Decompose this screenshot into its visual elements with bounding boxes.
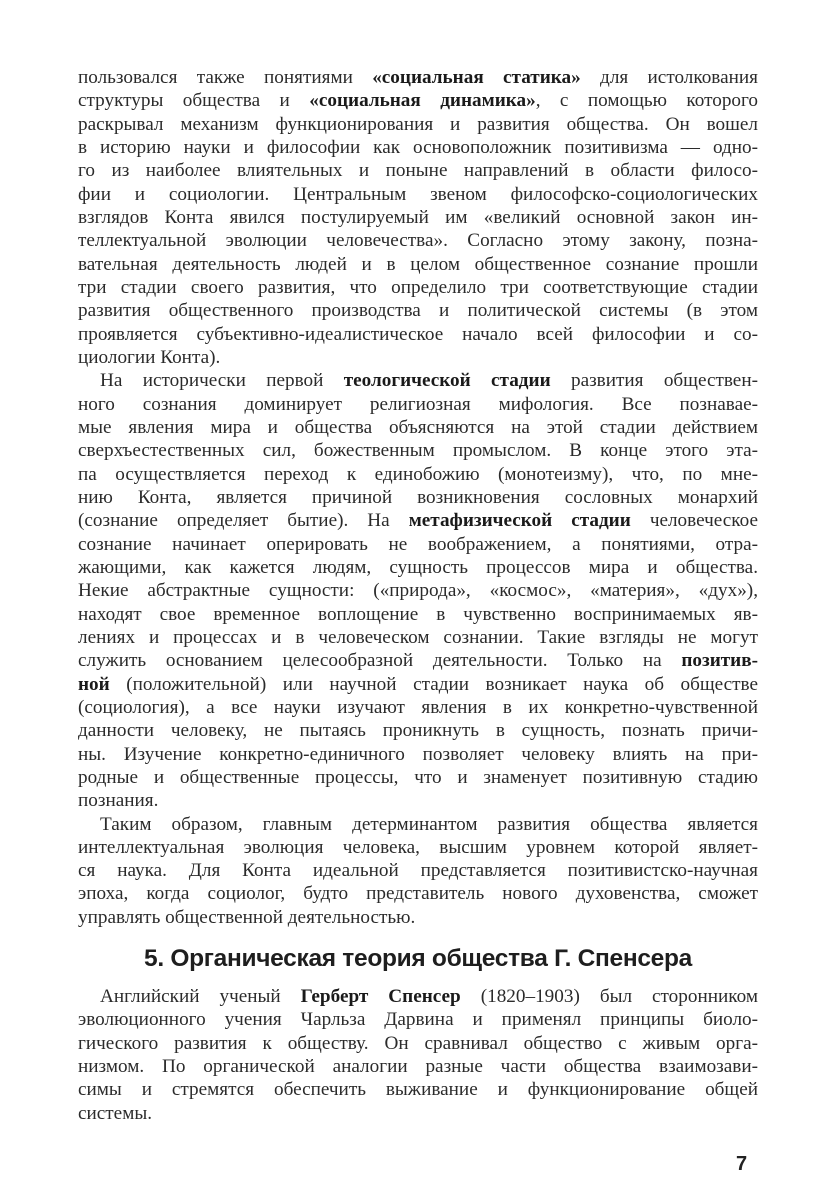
text-line [78,276,758,299]
text-line [78,556,758,579]
text-line [78,1008,758,1031]
section-heading: 5. Органическая теория общества Г. Спенсера [144,945,692,972]
text-line [78,113,758,136]
text-run: жающими, как кажется людям, сущность процессов мира и общества. [78,556,758,578]
text-run: низмом. По органической аналогии разные части общества взаимозави- [78,1055,758,1077]
text-run: ся наука. Для Конта идеальной представляется позитивистско-научная [78,860,758,882]
text-run: эволюционного учения Чарльза Дарвина и применял принципы биоло- [78,1009,758,1031]
text-run: теллектуальной эволюции человечества». Согласно этому закону, позна- [78,230,758,252]
text-line [78,136,758,159]
text-run: управлять общественной деятельностью. [78,906,416,928]
text-line [78,766,758,789]
text-line [78,66,758,89]
page-number: 7 [736,1153,748,1175]
text-line [78,439,758,462]
text-line [78,416,758,439]
bold-term: позитив- [681,650,758,672]
text-line [78,486,758,509]
paragraph [78,66,758,369]
text-run: интеллектуальная эволюция человека, высшим уровнем которой являет- [78,836,758,858]
text-run: проявляется субъективно-идеалистическое начало всей философии и со- [78,323,758,345]
text-run: эпоха, когда социолог, будто представитель нового духовенства, сможет [78,883,758,905]
text-run: взглядов Конта явился постулируемый им «великий основной закон ин- [78,206,758,228]
text-run: пользовался также понятиями [78,67,373,88]
bold-term: Герберт Спенсер [300,986,461,1007]
text-run: (1820–1903) был сторонником [460,986,758,1007]
text-line [78,579,758,602]
text-run: нию Конта, является причиной возникновения сословных монархий [78,486,758,508]
text-run: гического развития к обществу. Он сравнивал общество с живым орга- [78,1032,758,1054]
bold-term: «социальная динамика» [309,90,536,112]
text-line [78,206,758,229]
text-line [78,603,758,626]
text-run: развития общественного производства и политической системы (в этом [78,300,758,322]
text-line [78,626,758,649]
text-line [78,253,758,276]
text-line [78,533,758,556]
text-run: На исторически первой [100,370,344,392]
text-line [78,159,758,182]
text-line [78,1078,758,1101]
text-run: сознание начинает оперировать не воображением, а понятиями, отра- [78,533,758,555]
bold-term: ной [78,673,110,695]
text-run: для истолкования [580,67,758,88]
text-line [78,89,758,112]
text-run: Некие абстрактные сущности: («природа», «космос», «материя», «дух»), [78,580,758,602]
text-block-spencer [78,985,758,1125]
text-run: три стадии своего развития, что определило три соответствующие стадии [78,276,758,298]
text-line [78,696,758,719]
text-line [78,859,758,882]
text-line [78,1102,758,1125]
text-line [78,906,758,929]
text-run: развития обществен- [550,370,758,392]
text-run: Таким образом, главным детерминантом развития общества является [100,813,758,835]
paragraph [78,985,758,1125]
text-run: , с помощью которого [535,90,758,112]
text-run: (положительной) или научной стадии возникает наука об обществе [109,673,758,695]
text-line [78,1055,758,1078]
text-line [78,463,758,486]
text-line [78,299,758,322]
text-line [78,719,758,742]
text-run: лениях и процессах и в человеческом сознании. Такие взгляды не могут [78,626,758,648]
text-run: раскрывал механизм функционирования и развития общества. Он вошел [78,113,758,135]
text-run: находят свое временное воплощение в чувственно воспринимаемых яв- [78,603,758,625]
text-run: служить основанием целесообразной деятельности. Только на [78,650,682,672]
bold-term: «социальная статика» [372,67,581,88]
text-line [78,813,758,836]
text-run: структуры общества и [78,90,310,112]
text-run: данности человеку, не пытаясь проникнуть в сущность, познать причи- [78,720,758,742]
text-run: (сознание определяет бытие). На [78,510,409,532]
text-line [78,985,758,1008]
text-run: ны. Изучение конкретно-единичного позволяет человеку влиять на при- [78,743,758,765]
paragraph [78,369,758,812]
text-run: в историю науки и философии как основоположник позитивизма — одно- [78,136,758,158]
text-line [78,183,758,206]
text-run: симы и стремятся обеспечить выживание и функционирование общей [78,1079,758,1101]
text-run: родные и общественные процессы, что и знаменует позитивную стадию [78,766,758,788]
bold-term: метафизической стадии [408,510,631,532]
text-line [78,789,758,812]
bold-term: теологической стадии [343,370,551,392]
paragraph [78,813,758,930]
text-run: фии и социологии. Центральным звеном философско-социологических [78,183,758,205]
text-block-comte [78,66,758,929]
text-run: (социология), а все науки изучают явления в их конкретно-чувственной [78,696,758,718]
text-line [78,882,758,905]
text-line [78,229,758,252]
text-run: мые явления мира и общества объясняются на этой стадии действием [78,416,758,438]
text-line [78,346,758,369]
text-run: системы. [78,1102,153,1124]
text-run: вательная деятельность людей и в целом общественное сознание прошли [78,253,758,275]
text-run: сверхъестественных сил, божественным промыслом. В конце этого эта- [78,440,758,462]
text-line [78,323,758,346]
text-run: человеческое [630,510,758,532]
text-line [78,1032,758,1055]
text-run: ного сознания доминирует религиозная мифология. Все познавае- [78,393,758,415]
text-run: па осуществляется переход к единобожию (монотеизму), что, по мне- [78,463,758,485]
text-run: го из наиболее влиятельных и поныне направлений в области филосо- [78,160,758,182]
text-line [78,509,758,532]
text-run: циологии Конта). [78,346,221,368]
text-line [78,393,758,416]
text-line [78,673,758,696]
text-line [78,369,758,392]
text-run: Английский ученый [100,986,301,1007]
text-run: познания. [78,790,159,812]
text-line [78,649,758,672]
text-line [78,743,758,766]
text-line [78,836,758,859]
